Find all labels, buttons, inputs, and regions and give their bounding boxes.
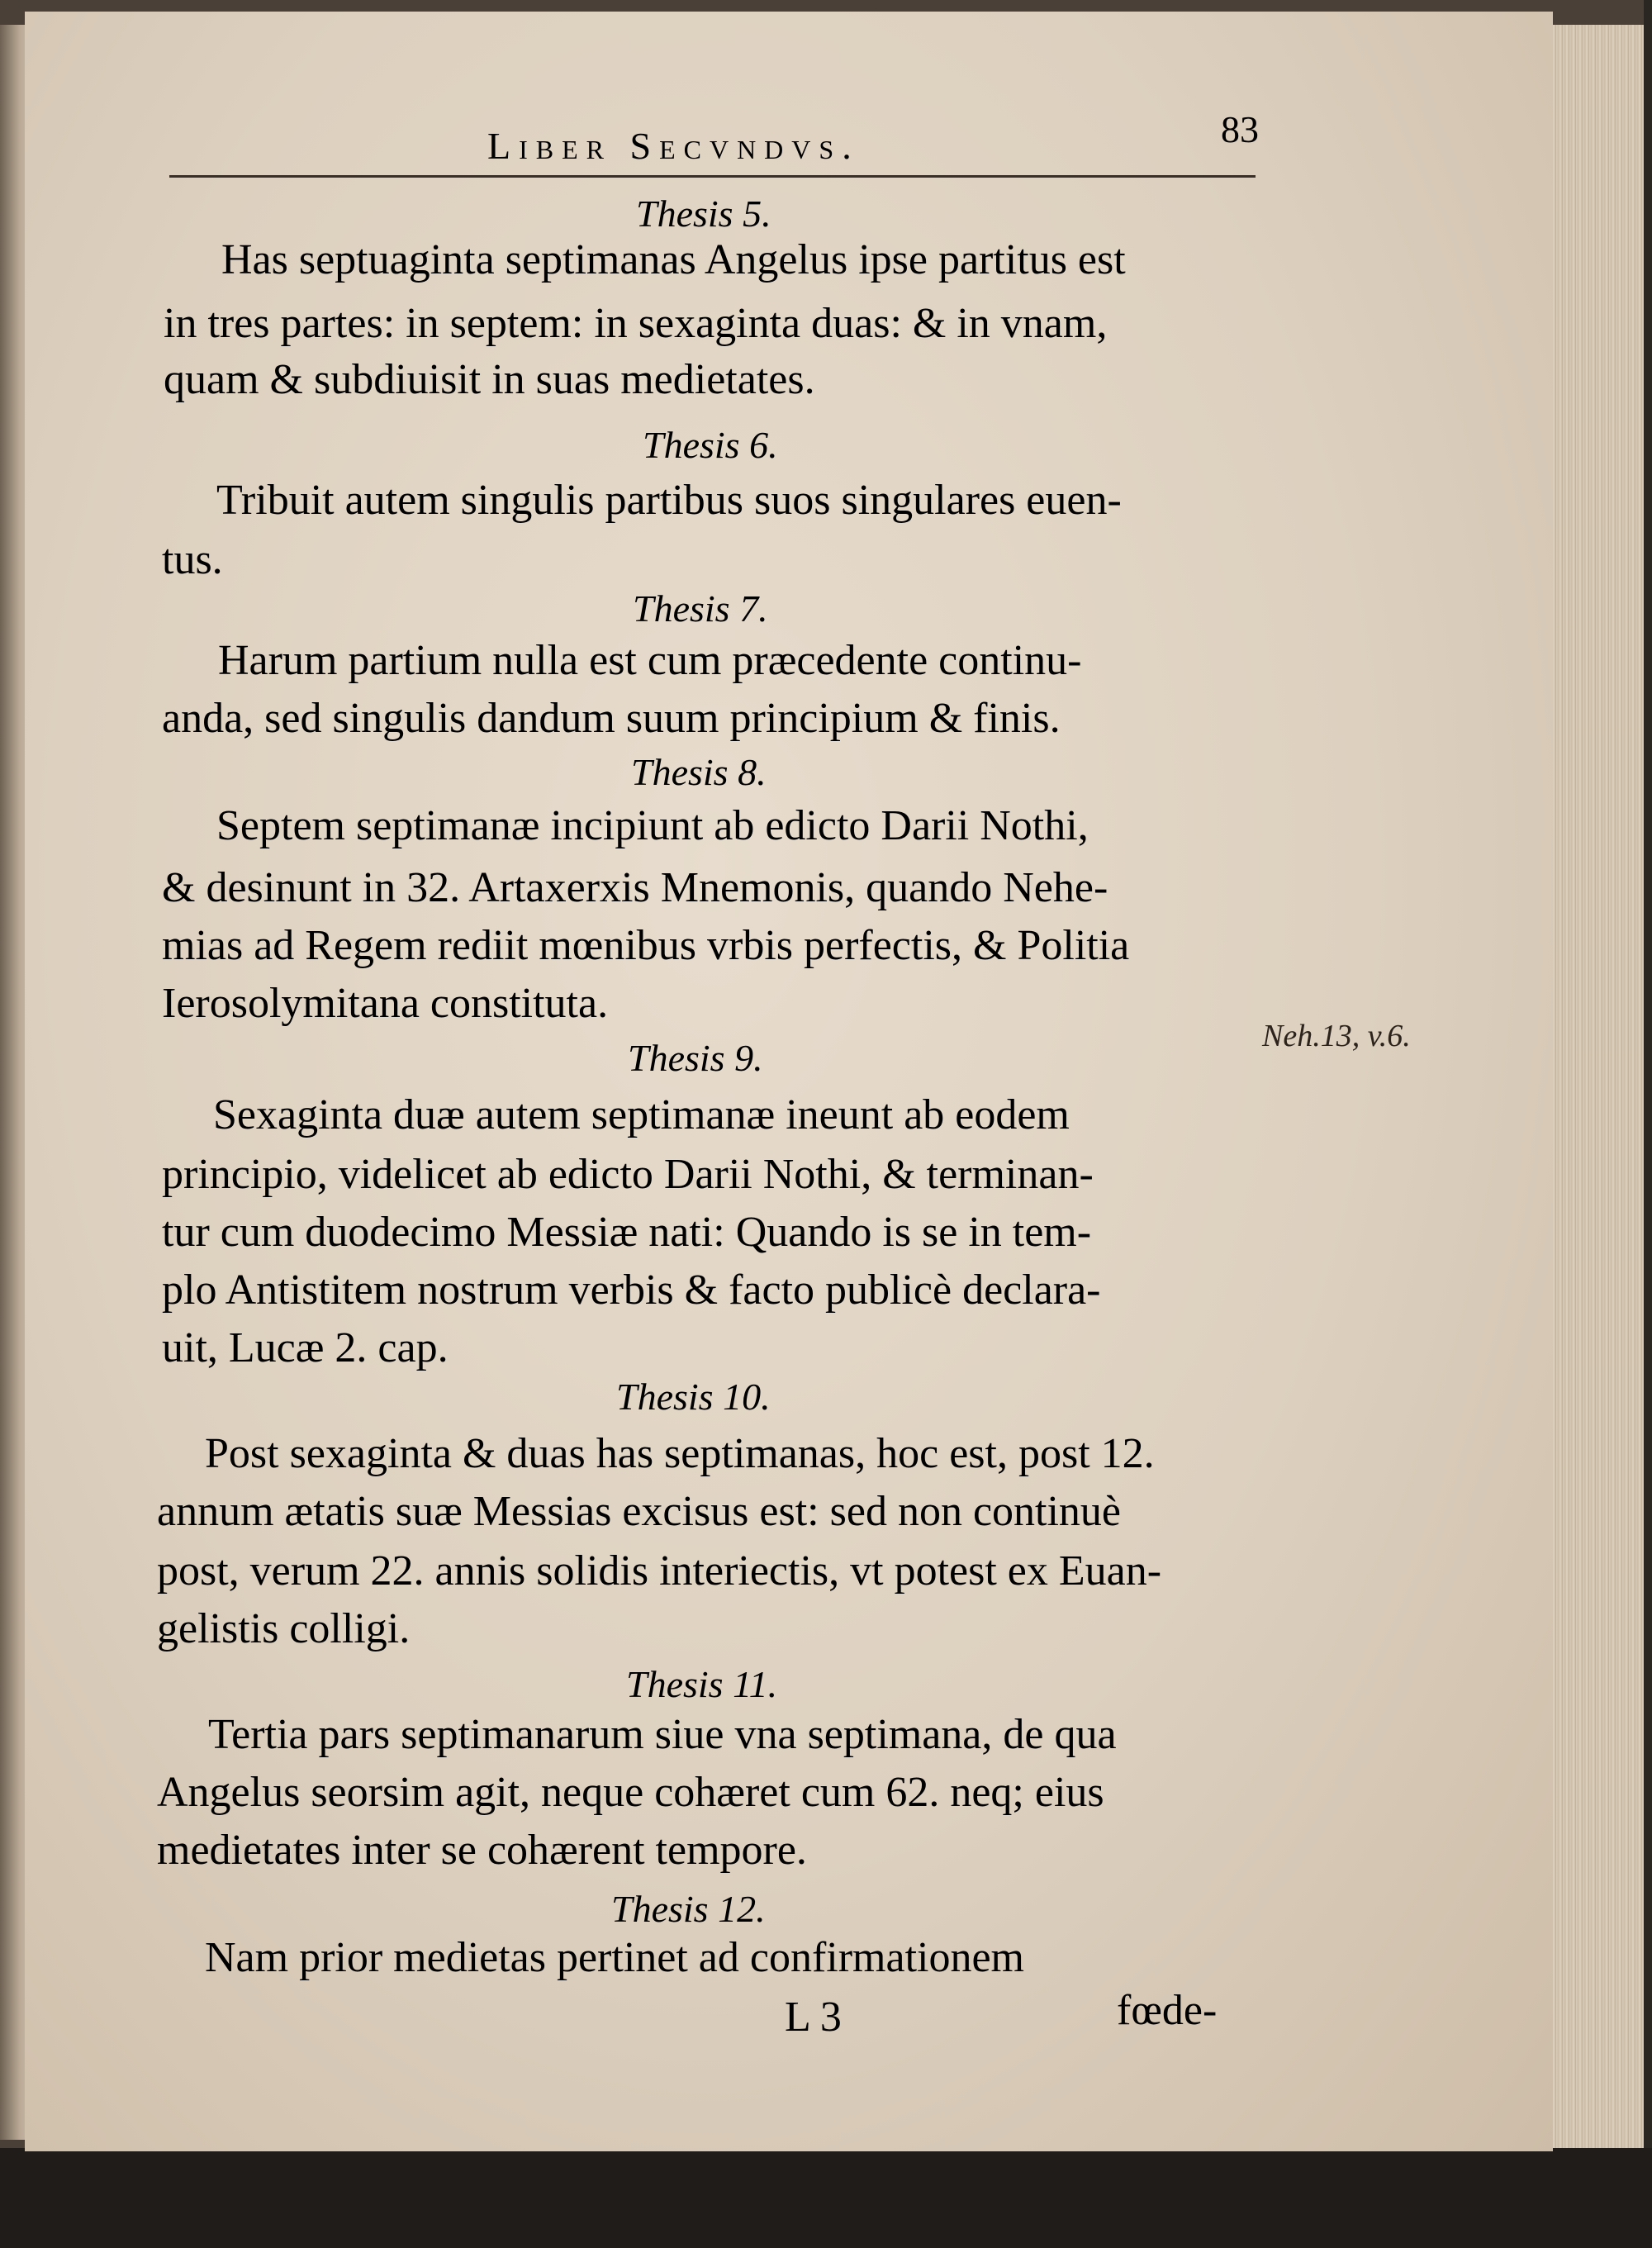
text-line: annum ætatis suæ Messias excisus est: sed non continuè (157, 1488, 1122, 1535)
text-line: principio, videlicet ab edicto Darii Nothi, & terminan- (162, 1151, 1094, 1198)
text-line: quam & subdiuisit in suas medietates. (164, 356, 815, 403)
header-rule (169, 175, 1256, 178)
text-line: gelistis colligi. (157, 1605, 411, 1652)
text-line: Angelus seorsim agit, neque cohæret cum 62. neq; eius (157, 1769, 1104, 1816)
running-header: Liber Secvndvs. (487, 125, 860, 167)
text-line: plo Antistitem nostrum verbis & facto publicè declara- (162, 1267, 1101, 1314)
thesis-heading: Thesis 12. (611, 1888, 766, 1930)
text-line: Ierosolymitana constituta. (162, 980, 609, 1027)
margin-note: Neh.13, v.6. (1262, 1019, 1411, 1053)
text-line: Harum partium nulla est cum præcedente continu- (218, 637, 1082, 684)
text-line: Tribuit autem singulis partibus suos singulares euen- (216, 477, 1122, 524)
text-line: Sexaginta duæ autem septimanæ ineunt ab eodem (213, 1091, 1070, 1138)
text-line: mias ad Regem rediit mœnibus vrbis perfectis, & Politia (162, 922, 1130, 969)
page-number: 83 (1221, 108, 1259, 150)
text-line: Septem septimanæ incipiunt ab edicto Darii Nothi, (216, 802, 1089, 849)
text-line: anda, sed singulis dandum suum principium & finis. (162, 695, 1061, 742)
table-surface (0, 2148, 1652, 2248)
thesis-heading: Thesis 9. (628, 1037, 763, 1079)
text-line: post, verum 22. annis solidis interiectis, vt potest ex Euan- (157, 1547, 1162, 1595)
text-line: uit, Lucæ 2. cap. (162, 1324, 449, 1371)
thesis-heading: Thesis 10. (616, 1376, 771, 1418)
thesis-heading: Thesis 11. (626, 1663, 778, 1705)
text-line: Nam prior medietas pertinet ad confirmationem (205, 1934, 1024, 1981)
text-line: medietates inter se cohærent tempore. (157, 1827, 807, 1874)
thesis-heading: Thesis 5. (636, 192, 771, 235)
text-line: tur cum duodecimo Messiæ nati: Quando is se in tem- (162, 1209, 1092, 1256)
thesis-heading: Thesis 6. (643, 424, 778, 466)
text-line: Post sexaginta & duas has septimanas, hoc est, post 12. (205, 1430, 1155, 1477)
text-line: Has septuaginta septimanas Angelus ipse partitus est (221, 236, 1126, 283)
text-line: tus. (162, 536, 223, 583)
text-line: in tres partes: in septem: in sexaginta duas: & in vnam, (164, 300, 1108, 347)
text-line: & desinunt in 32. Artaxerxis Mnemonis, quando Nehe- (162, 864, 1108, 911)
catchword: fœde- (1117, 1987, 1218, 2034)
thesis-heading: Thesis 7. (633, 587, 768, 630)
signature-mark: L 3 (785, 1994, 842, 2041)
thesis-heading: Thesis 8. (631, 751, 767, 793)
text-line: Tertia pars septimanarum siue vna septimana, de qua (208, 1711, 1117, 1758)
